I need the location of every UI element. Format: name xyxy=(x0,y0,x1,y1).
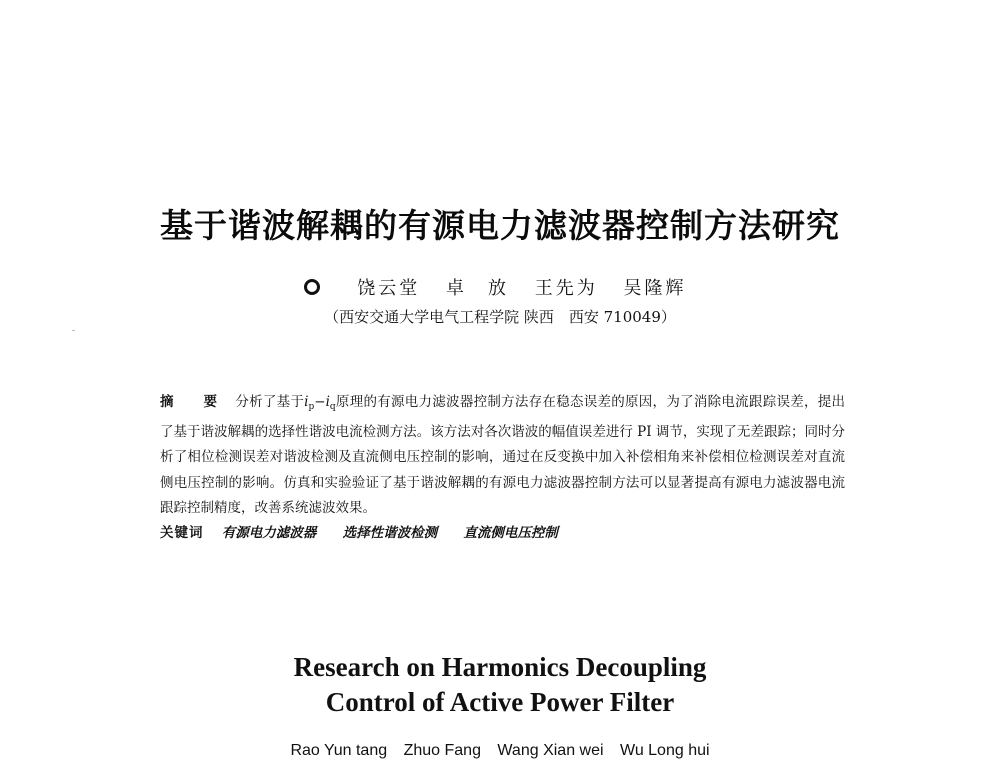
paper-title-english xyxy=(0,650,1000,720)
keyword-item: 有源电力滤波器 xyxy=(221,525,317,542)
abstract-label: 摘 要 xyxy=(160,394,226,410)
keywords-line xyxy=(160,521,845,546)
paper-title-chinese: 基于谐波解耦的有源电力滤波器控制方法研究 xyxy=(160,206,840,245)
author-name-zh: 王先为 xyxy=(534,278,598,299)
formula-var: i xyxy=(304,394,309,410)
author-name-zh: 饶云堂 xyxy=(357,278,421,299)
formula-var: i xyxy=(325,394,330,410)
formula-subscript: q xyxy=(329,402,336,412)
author-name-en: Rao Yun tang xyxy=(290,742,388,759)
abstract-text-rest: 原理的有源电力滤波器控制方法存在稳态误差的原因，为了消除电流跟踪误差，提出了基于谐波解耦的选择性谐波电流检测方法。该方法对各次谐波的幅值误差进行 PI 调节，实现了无差跟踪；同时分析了相位检测误差对谐波检测及直流侧电压控制的影响，通过在反变换中加入补偿相角来补偿相位检测误差对直流侧电压控制的影响。仿真和实验验证了基于谐波解耦的有源电力滤波器控制方法可以显著提高有源电力滤波器电流跟踪控制精度，改善系统滤波效果。 xyxy=(160,394,846,516)
abstract-body xyxy=(160,390,845,521)
abstract-text-start: 分析了基于 xyxy=(235,394,305,410)
author-name-en: Wang Xian wei xyxy=(497,742,604,759)
circle-bullet-icon xyxy=(304,279,320,295)
formula-ip-iq xyxy=(304,394,336,410)
formula-operator: − xyxy=(314,394,326,410)
author-name-zh: 吴隆辉 xyxy=(623,278,687,299)
author-list-english xyxy=(0,742,1000,760)
title-en-line-1: Research on Harmonics Decoupling xyxy=(293,652,707,682)
keyword-item: 选择性谐波检测 xyxy=(342,525,438,542)
title-en-line-2: Control of Active Power Filter xyxy=(325,687,675,717)
author-list-chinese xyxy=(0,274,1000,300)
abstract-section xyxy=(160,390,845,546)
author-name-en: Zhuo Fang xyxy=(403,742,481,759)
author-name-en: Wu Long hui xyxy=(620,742,710,759)
keywords-label: 关键词 xyxy=(160,525,204,542)
formula-subscript: p xyxy=(308,402,315,412)
affiliation-chinese: （西安交通大学电气工程学院 陕西 西安 710049） xyxy=(324,308,676,326)
page-mark xyxy=(72,330,75,331)
author-name-zh: 卓 放 xyxy=(446,278,509,299)
keyword-item: 直流侧电压控制 xyxy=(463,525,558,542)
